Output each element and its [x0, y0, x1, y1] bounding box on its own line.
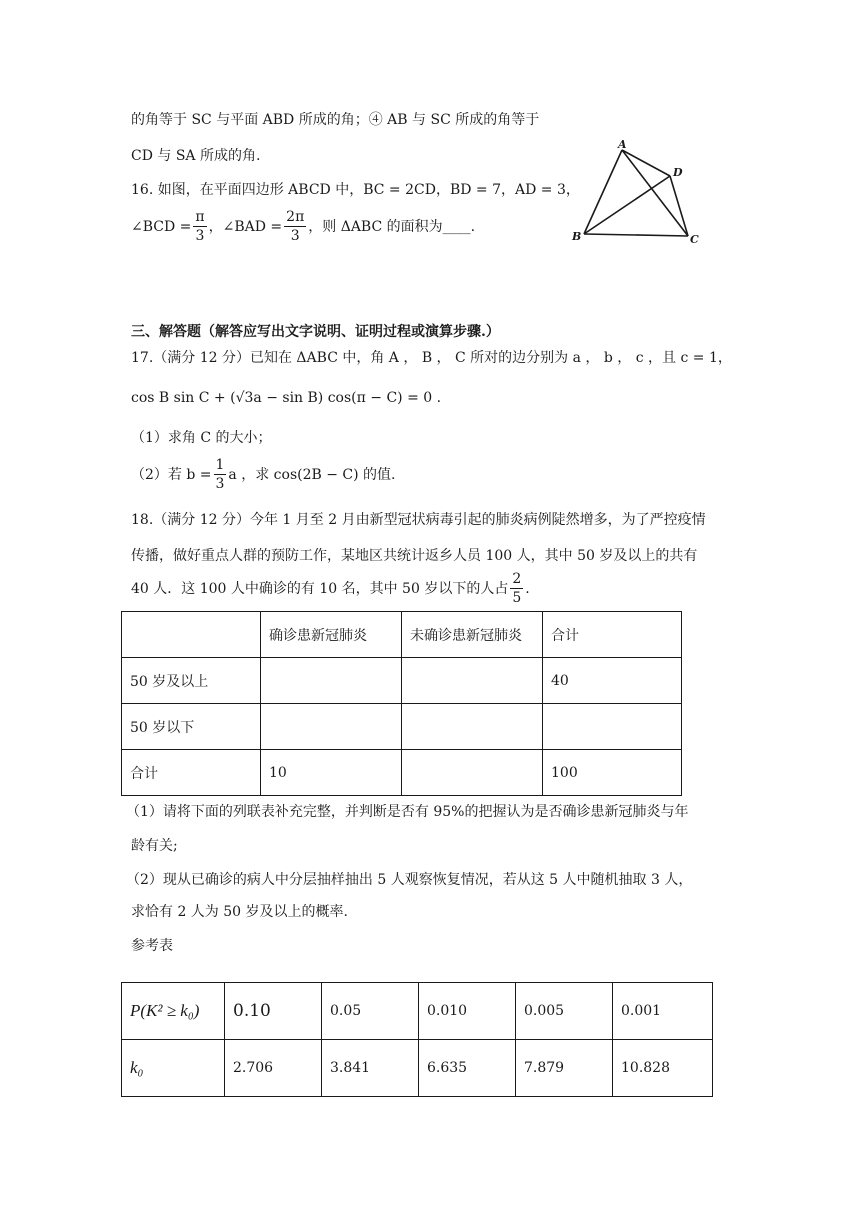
section-title: 三、解答题（解答应写出文字说明、证明过程或演算步骤.） — [131, 324, 500, 340]
text-line: CD 与 SA 所成的角. — [131, 148, 261, 164]
diagonal-ac — [622, 150, 688, 236]
edge-bc — [584, 234, 688, 236]
table-cell: 10 — [261, 750, 402, 796]
table-cell: 0.005 — [516, 983, 613, 1040]
table-row — [122, 1040, 713, 1097]
table-cell — [261, 704, 402, 750]
table-cell: 50 岁及以上 — [122, 658, 261, 704]
fraction-numerator: π — [195, 209, 205, 225]
text-line: 的角等于 SC 与平面 ABD 所成的角；④ AB 与 SC 所成的角等于 — [131, 112, 540, 128]
fraction-2-5 — [510, 572, 523, 605]
table-row — [122, 612, 682, 658]
table-cell: 40 — [543, 658, 682, 704]
fraction-denominator: 3 — [215, 476, 225, 492]
question-18-part1: 龄有关; — [131, 838, 178, 854]
fraction-denominator: 3 — [290, 228, 300, 244]
part2-prefix: （2）若 b = — [131, 466, 212, 483]
fraction-denominator: 5 — [512, 590, 522, 606]
quadrilateral-figure — [560, 136, 710, 246]
table-cell: 0.10 — [225, 983, 322, 1040]
table-cell — [402, 750, 543, 796]
table-row — [122, 658, 682, 704]
table-cell: 10.828 — [613, 1040, 713, 1097]
fraction-numerator: 1 — [215, 457, 225, 473]
question-18-part2: （2）现从已确诊的病人中分层抽样抽出 5 人观察恢复情况，若从这 5 人中随机抽取 3 人， — [126, 872, 693, 888]
fraction-pi-3 — [193, 210, 206, 243]
table-cell: 合计 — [543, 612, 682, 658]
fraction-numerator: 2 — [512, 571, 522, 587]
question-16-conditions — [131, 210, 475, 243]
vertex-label-c: C — [690, 233, 699, 246]
question-16-text: 16. 如图，在平面四边形 ABCD 中，BC = 2CD，BD = 7，AD = 3， — [131, 182, 580, 198]
question-18-text — [131, 572, 530, 605]
table-cell: 合计 — [122, 750, 261, 796]
table-cell: P(K² ≥ k₀) — [122, 983, 225, 1040]
question-17-part1: （1）求角 C 的大小； — [131, 430, 272, 446]
fraction-numerator: 2π — [286, 209, 305, 225]
table-cell: 0.010 — [419, 983, 516, 1040]
table-cell — [261, 658, 402, 704]
question-17-part2 — [131, 458, 396, 491]
table-cell: 0.001 — [613, 983, 713, 1040]
table-cell: 50 岁以下 — [122, 704, 261, 750]
reference-table-label: 参考表 — [131, 938, 173, 954]
table-cell: 2.706 — [225, 1040, 322, 1097]
question-18-part2: 求恰有 2 人为 50 岁及以上的概率. — [131, 904, 348, 920]
contingency-table — [121, 611, 682, 796]
table-cell — [122, 612, 261, 658]
question-18-text: 传播，做好重点人群的预防工作，某地区共统计返乡人员 100 人，其中 50 岁及以上的共有 — [131, 548, 698, 564]
table-cell: 100 — [543, 750, 682, 796]
table-row — [122, 983, 713, 1040]
angle-bad-label: ，∠BAD = — [208, 218, 283, 235]
edge-cd — [670, 176, 688, 236]
table-row — [122, 704, 682, 750]
question-16-tail: ，则 ΔABC 的面积为____. — [308, 218, 476, 235]
question-18-part1: （1）请将下面的列联表补充完整，并判断是否有 95%的把握认为是否确诊患新冠肺炎与年 — [126, 804, 689, 820]
fraction-2pi-3 — [284, 210, 306, 243]
table-cell — [402, 704, 543, 750]
text3-prefix: 40 人．这 100 人中确诊的有 10 名，其中 50 岁以下的人占 — [131, 580, 509, 597]
table-row — [122, 750, 682, 796]
text3-tail: . — [525, 580, 530, 597]
fraction-1-3 — [214, 458, 227, 491]
edge-da — [622, 150, 670, 176]
table-cell — [543, 704, 682, 750]
table-cell: 未确诊患新冠肺炎 — [402, 612, 543, 658]
vertex-label-b: B — [572, 230, 582, 243]
angle-bcd-label: ∠BCD = — [131, 218, 192, 235]
part2-tail: a ，求 cos(2B − C) 的值. — [228, 466, 396, 483]
table-cell: 0.05 — [322, 983, 419, 1040]
reference-table — [121, 982, 713, 1097]
table-cell: 3.841 — [322, 1040, 419, 1097]
table-cell — [402, 658, 543, 704]
vertex-label-a: A — [618, 138, 627, 151]
vertex-label-d: D — [673, 166, 683, 179]
table-cell: 确诊患新冠肺炎 — [261, 612, 402, 658]
question-18-text: 18.（满分 12 分）今年 1 月至 2 月由新型冠状病毒引起的肺炎病例陡然增多，为了严控疫情 — [131, 512, 706, 528]
fraction-denominator: 3 — [195, 228, 205, 244]
table-cell: 7.879 — [516, 1040, 613, 1097]
question-17-formula: cos B sin C + (√3a − sin B) cos(π − C) = 0 . — [131, 390, 442, 406]
table-cell: k₀ — [122, 1040, 225, 1097]
table-cell: 6.635 — [419, 1040, 516, 1097]
question-17-text: 17.（满分 12 分）已知在 ΔABC 中，角 A ， B ， C 所对的边分别为 a ， b ， c ，且 c = 1， — [131, 350, 732, 366]
